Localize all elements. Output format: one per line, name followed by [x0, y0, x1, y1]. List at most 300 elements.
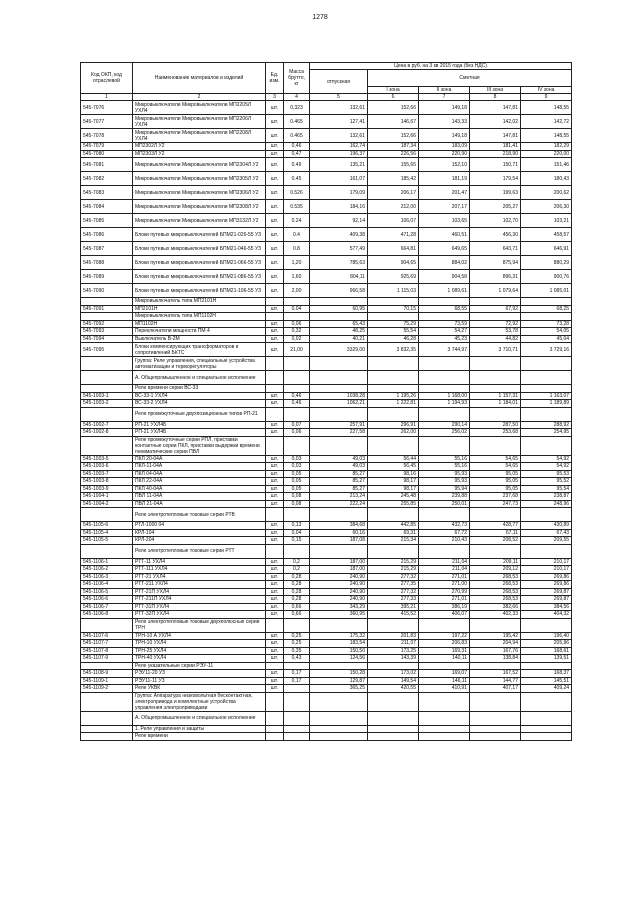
section-row	[81, 618, 572, 632]
row-code: 545-7095	[81, 343, 133, 357]
row-mass	[284, 733, 310, 741]
row-zone4	[521, 407, 572, 421]
row-price: 48,25	[310, 328, 368, 336]
row-price: 196,37	[310, 150, 368, 158]
row-zone4: 269,86	[521, 581, 572, 589]
row-name: ПКЛ 40-04А	[133, 485, 266, 493]
row-code	[81, 725, 133, 733]
row-unit: шт.	[266, 421, 284, 429]
row-code: 545-1107-9	[81, 655, 133, 663]
row-name: Группа: Аппаратура низковольтная бесконтактная, электропривода и комплектные устройства управления электроприводами	[133, 692, 266, 711]
row-mass: 0,05	[284, 478, 310, 486]
row-zone3: 150,71	[470, 158, 521, 172]
row-price: 3329,00	[310, 343, 368, 357]
table-row	[81, 640, 572, 648]
row-zone1: 98,17	[368, 485, 419, 493]
row-mass: 0,03	[284, 455, 310, 463]
row-mass: 0,02	[284, 335, 310, 343]
row-code: 545-1109-2	[81, 685, 133, 693]
row-zone2: 183,09	[419, 143, 470, 151]
row-code	[81, 385, 133, 393]
row-name: РЭУ11-20 УЗ	[133, 670, 266, 678]
row-price: 213,24	[310, 493, 368, 501]
table-row	[81, 537, 572, 545]
row-zone4: 409,24	[521, 685, 572, 693]
row-mass	[284, 692, 310, 711]
row-name: Микровыключатели Микровыключатели МП2304Л У2	[133, 158, 266, 172]
row-unit: шт.	[266, 478, 284, 486]
row-zone2: 271,00	[419, 581, 470, 589]
row-mass: 0.465	[284, 129, 310, 143]
row-unit: шт.	[266, 647, 284, 655]
row-unit	[266, 357, 284, 371]
table-row	[81, 421, 572, 429]
row-zone4: 168,37	[521, 670, 572, 678]
row-mass: 0.24	[284, 214, 310, 228]
row-code: 545-7085	[81, 214, 133, 228]
row-unit	[266, 711, 284, 725]
row-zone2	[419, 298, 470, 306]
row-zone4: 269,87	[521, 588, 572, 596]
row-unit: шт.	[266, 485, 284, 493]
row-code: 545-1109-1	[81, 677, 133, 685]
row-zone2: 206,83	[419, 640, 470, 648]
row-zone3: 67,11	[470, 529, 521, 537]
row-code: 545-1003-2	[81, 400, 133, 408]
row-zone4: 168,61	[521, 647, 572, 655]
row-zone1: 152,66	[368, 101, 419, 115]
row-zone4	[521, 733, 572, 741]
row-mass: 0.323	[284, 101, 310, 115]
row-zone1: 471,28	[368, 228, 419, 242]
row-zone2: 181,19	[419, 172, 470, 186]
row-zone4: 151,46	[521, 158, 572, 172]
row-price	[310, 436, 368, 455]
row-mass: 0,2	[284, 566, 310, 574]
row-zone2: 207,17	[419, 200, 470, 214]
row-zone1: 1 195,26	[368, 392, 419, 400]
row-unit: шт.	[266, 115, 284, 129]
row-code: 545-1105-4	[81, 529, 133, 537]
row-zone3: 456,30	[470, 228, 521, 242]
row-zone3: 268,53	[470, 581, 521, 589]
row-name: Микровыключатели Микровыключатели МП2205Л УХЛ4	[133, 101, 266, 115]
header-zone3: III зона	[470, 87, 521, 94]
row-zone2: 1 089,61	[419, 284, 470, 298]
row-name: МП1102Н	[133, 320, 266, 328]
row-mass: 0,28	[284, 588, 310, 596]
row-unit	[266, 733, 284, 741]
row-mass: 0.49	[284, 158, 310, 172]
row-name: ПВЛ 21-04А	[133, 500, 266, 508]
row-mass	[284, 618, 310, 632]
row-code: 545-1107-8	[81, 647, 133, 655]
row-zone4: 95,53	[521, 470, 572, 478]
row-price: 162,74	[310, 143, 368, 151]
row-zone3	[470, 618, 521, 632]
row-zone3: 407,17	[470, 685, 521, 693]
row-mass	[284, 436, 310, 455]
row-zone2: 211,04	[419, 558, 470, 566]
row-zone3: 138,84	[470, 655, 521, 663]
row-zone1	[368, 298, 419, 306]
row-zone2: 239,88	[419, 493, 470, 501]
row-zone2: 884,02	[419, 256, 470, 270]
col-num: 9	[521, 94, 572, 101]
table-row	[81, 101, 572, 115]
row-code: 545-7094	[81, 335, 133, 343]
row-zone1	[368, 711, 419, 725]
row-name: РТТ-32П УХЛ4	[133, 611, 266, 619]
row-unit	[266, 436, 284, 455]
row-name: Блоки путевых микровыключателей БПМ21-106-55 УЗ	[133, 284, 266, 298]
row-mass: 0,07	[284, 421, 310, 429]
row-price: 40,21	[310, 335, 368, 343]
table-row	[81, 228, 572, 242]
row-price: 257,91	[310, 421, 368, 429]
row-zone4: 1 189,89	[521, 400, 572, 408]
row-unit: шт.	[266, 228, 284, 242]
section-row	[81, 544, 572, 558]
row-zone1	[368, 371, 419, 385]
row-mass: 0,28	[284, 581, 310, 589]
row-code: 545-1108-9	[81, 670, 133, 678]
row-code: 545-7077	[81, 115, 133, 129]
row-code	[81, 298, 133, 306]
row-price: 129,87	[310, 677, 368, 685]
row-mass: 0,25	[284, 632, 310, 640]
row-zone4: 269,87	[521, 596, 572, 604]
table-header-row	[81, 63, 572, 70]
row-zone3: 167,52	[470, 670, 521, 678]
row-mass: 0.535	[284, 200, 310, 214]
row-zone1	[368, 692, 419, 711]
row-unit: шт.	[266, 343, 284, 357]
row-code	[81, 662, 133, 670]
table-row	[81, 581, 572, 589]
row-zone1: 420,55	[368, 685, 419, 693]
row-zone3: 287,50	[470, 421, 521, 429]
row-name: РТТ-11 УХЛ4	[133, 558, 266, 566]
row-name: Переключатели мощности ПМ 4	[133, 328, 266, 336]
col-num: 3	[266, 94, 284, 101]
row-unit: шт.	[266, 640, 284, 648]
section-row	[81, 711, 572, 725]
row-price: 127,41	[310, 115, 368, 129]
row-zone4	[521, 313, 572, 321]
table-row	[81, 470, 572, 478]
table-row	[81, 392, 572, 400]
row-zone2: 55,16	[419, 463, 470, 471]
row-unit: шт.	[266, 200, 284, 214]
row-unit: шт.	[266, 400, 284, 408]
row-zone4: 95,52	[521, 478, 572, 486]
row-price: 132,61	[310, 129, 368, 143]
row-unit: шт.	[266, 500, 284, 508]
row-zone2: 143,33	[419, 115, 470, 129]
row-unit: шт.	[266, 256, 284, 270]
row-mass: 21,00	[284, 343, 310, 357]
row-zone4: 196,40	[521, 632, 572, 640]
row-zone2	[419, 618, 470, 632]
row-mass	[284, 371, 310, 385]
row-zone1: 442,85	[368, 522, 419, 530]
table-row	[81, 558, 572, 566]
row-zone2	[419, 711, 470, 725]
row-mass: 0,66	[284, 603, 310, 611]
row-zone1: 296,91	[368, 421, 419, 429]
col-num: 2	[133, 94, 266, 101]
row-code: 545-7083	[81, 186, 133, 200]
row-zone1: 277,32	[368, 588, 419, 596]
row-zone2	[419, 662, 470, 670]
row-zone4: 67,43	[521, 529, 572, 537]
table-row	[81, 677, 572, 685]
row-price: 187,00	[310, 566, 368, 574]
row-zone4: 220,00	[521, 150, 572, 158]
row-unit: шт.	[266, 305, 284, 313]
row-zone3: 896,31	[470, 270, 521, 284]
row-name: Реле времени серии ВС-33	[133, 385, 266, 393]
row-zone3: 102,70	[470, 214, 521, 228]
row-name: Реле указательные серии РЭУ-11	[133, 662, 266, 670]
row-zone3: 179,54	[470, 172, 521, 186]
row-price: 577,49	[310, 242, 368, 256]
row-zone4: 54,05	[521, 328, 572, 336]
row-zone3: 195,42	[470, 632, 521, 640]
row-zone3: 1 157,31	[470, 392, 521, 400]
row-zone3	[470, 298, 521, 306]
row-zone4: 238,87	[521, 493, 572, 501]
row-zone3: 209,12	[470, 566, 521, 574]
row-zone4: 142,72	[521, 115, 572, 129]
row-zone2	[419, 508, 470, 522]
row-name: ПКЛ 20-04А	[133, 455, 266, 463]
col-num: 7	[419, 94, 470, 101]
row-unit: шт.	[266, 596, 284, 604]
table-row	[81, 670, 572, 678]
row-zone2: 211,04	[419, 566, 470, 574]
row-zone1	[368, 662, 419, 670]
row-zone2: 169,07	[419, 670, 470, 678]
row-code	[81, 544, 133, 558]
row-zone3: 253,68	[470, 429, 521, 437]
row-zone1: 277,33	[368, 596, 419, 604]
section-row	[81, 313, 572, 321]
row-zone3: 268,53	[470, 588, 521, 596]
row-zone1: 56,45	[368, 463, 419, 471]
row-code: 545-1106-2	[81, 566, 133, 574]
row-zone4: 73,28	[521, 320, 572, 328]
row-zone2: 103,65	[419, 214, 470, 228]
row-zone4: 206,30	[521, 200, 572, 214]
row-price: 384,68	[310, 522, 368, 530]
row-zone3: 167,76	[470, 647, 521, 655]
section-row	[81, 692, 572, 711]
row-zone1: 212,00	[368, 200, 419, 214]
row-zone1: 185,42	[368, 172, 419, 186]
row-mass: 0,25	[284, 640, 310, 648]
row-zone1: 215,29	[368, 558, 419, 566]
row-zone3: 237,68	[470, 493, 521, 501]
row-mass	[284, 385, 310, 393]
row-zone4: 145,51	[521, 677, 572, 685]
row-code: 545-1105-5	[81, 537, 133, 545]
row-zone2	[419, 692, 470, 711]
row-name: РЭУ11-11 УЗ	[133, 677, 266, 685]
table-row	[81, 305, 572, 313]
header-mass: Масса брутто, кг	[284, 63, 310, 94]
row-zone2: 270,99	[419, 588, 470, 596]
row-name: Микровыключатель типа МП2101Н	[133, 298, 266, 306]
header-smetnaya: Сметная	[368, 70, 572, 87]
header-unit: Ед. изм.	[266, 63, 284, 94]
row-mass: 1,20	[284, 256, 310, 270]
row-zone1: 173,25	[368, 647, 419, 655]
row-name: КРЛ-204	[133, 537, 266, 545]
row-unit	[266, 618, 284, 632]
row-zone4	[521, 662, 572, 670]
row-zone2	[419, 436, 470, 455]
row-zone1	[368, 357, 419, 371]
price-table	[80, 62, 572, 741]
row-zone1: 201,83	[368, 632, 419, 640]
price-table-body	[81, 63, 572, 741]
row-price: 240,90	[310, 596, 368, 604]
row-zone3: 204,94	[470, 640, 521, 648]
row-code: 545-1003-6	[81, 463, 133, 471]
row-zone3: 142,02	[470, 115, 521, 129]
row-mass: 0.45	[284, 172, 310, 186]
row-zone1: 152,66	[368, 129, 419, 143]
table-row	[81, 270, 572, 284]
row-zone4: 209,55	[521, 537, 572, 545]
row-zone2: 410,91	[419, 685, 470, 693]
row-name: Микровыключатель типа МП1102Н	[133, 313, 266, 321]
row-zone3: 181,41	[470, 143, 521, 151]
row-zone4: 139,51	[521, 655, 572, 663]
row-unit	[266, 313, 284, 321]
row-unit: шт.	[266, 566, 284, 574]
row-price: 60,95	[310, 305, 368, 313]
row-zone1: 206,17	[368, 186, 419, 200]
row-zone3: 428,77	[470, 522, 521, 530]
header-zone2: II зона	[419, 87, 470, 94]
row-name: РП-21 УХЛ4Б	[133, 429, 266, 437]
row-code: 545-7089	[81, 270, 133, 284]
table-row	[81, 200, 572, 214]
row-zone1: 904,65	[368, 256, 419, 270]
table-row	[81, 400, 572, 408]
row-name: Реле электротепловые токовые серии РТВ	[133, 508, 266, 522]
row-mass: 0,15	[284, 537, 310, 545]
row-zone3: 268,53	[470, 573, 521, 581]
row-zone4: 103,21	[521, 214, 572, 228]
row-name: Реле УКВК	[133, 685, 266, 693]
row-zone1: 215,34	[368, 537, 419, 545]
row-zone1: 146,67	[368, 115, 419, 129]
row-zone3: 72,92	[470, 320, 521, 328]
section-row	[81, 662, 572, 670]
row-mass: 0,06	[284, 320, 310, 328]
row-mass: 0,28	[284, 573, 310, 581]
row-code: 545-1003-9	[81, 485, 133, 493]
row-zone4: 148,55	[521, 129, 572, 143]
col-num: 4	[284, 94, 310, 101]
row-zone4: 68,25	[521, 305, 572, 313]
row-mass: 0,05	[284, 470, 310, 478]
row-price: 183,54	[310, 640, 368, 648]
table-row	[81, 320, 572, 328]
row-unit: шт.	[266, 129, 284, 143]
row-price: 240,90	[310, 588, 368, 596]
section-row	[81, 371, 572, 385]
row-zone3	[470, 357, 521, 371]
row-mass: 0,17	[284, 670, 310, 678]
row-zone1	[368, 725, 419, 733]
row-zone3: 1 184,01	[470, 400, 521, 408]
row-zone2: 67,72	[419, 529, 470, 537]
row-code: 545-1002-7	[81, 421, 133, 429]
row-zone3	[470, 662, 521, 670]
row-zone4	[521, 544, 572, 558]
row-zone1: 46,28	[368, 335, 419, 343]
row-name: РТТ-31П УХЛ4	[133, 603, 266, 611]
table-row	[81, 172, 572, 186]
row-price: 187,08	[310, 537, 368, 545]
row-mass: 0.526	[284, 186, 310, 200]
row-mass: 0,08	[284, 500, 310, 508]
row-unit	[266, 662, 284, 670]
table-row	[81, 214, 572, 228]
row-price: 187,00	[310, 558, 368, 566]
row-mass	[284, 508, 310, 522]
row-name: ПКЛ-11-04А	[133, 463, 266, 471]
row-zone4	[521, 711, 572, 725]
row-zone1: 143,39	[368, 655, 419, 663]
row-price: 240,90	[310, 573, 368, 581]
row-mass: 0,43	[284, 655, 310, 663]
row-zone1: 1 115,03	[368, 284, 419, 298]
row-price: 1038,28	[310, 392, 368, 400]
row-code: 545-1106-4	[81, 581, 133, 589]
table-row	[81, 115, 572, 129]
row-unit: шт.	[266, 150, 284, 158]
row-zone3	[470, 385, 521, 393]
row-zone3: 382,66	[470, 603, 521, 611]
row-code: 545-7088	[81, 256, 133, 270]
row-code: 545-7079	[81, 143, 133, 151]
row-zone3	[470, 725, 521, 733]
row-zone4	[521, 692, 572, 711]
row-unit: шт.	[266, 611, 284, 619]
table-row	[81, 455, 572, 463]
row-unit: шт.	[266, 537, 284, 545]
row-price: 365,25	[310, 685, 368, 693]
column-number-row	[81, 94, 572, 101]
row-mass	[284, 725, 310, 733]
row-zone2: 904,58	[419, 270, 470, 284]
table-row	[81, 566, 572, 574]
row-zone4	[521, 508, 572, 522]
row-mass: 0.8	[284, 242, 310, 256]
row-zone2: 1 168,00	[419, 392, 470, 400]
row-zone2	[419, 385, 470, 393]
table-row	[81, 463, 572, 471]
row-price: 222,24	[310, 500, 368, 508]
row-mass	[284, 298, 310, 306]
row-unit: шт.	[266, 186, 284, 200]
